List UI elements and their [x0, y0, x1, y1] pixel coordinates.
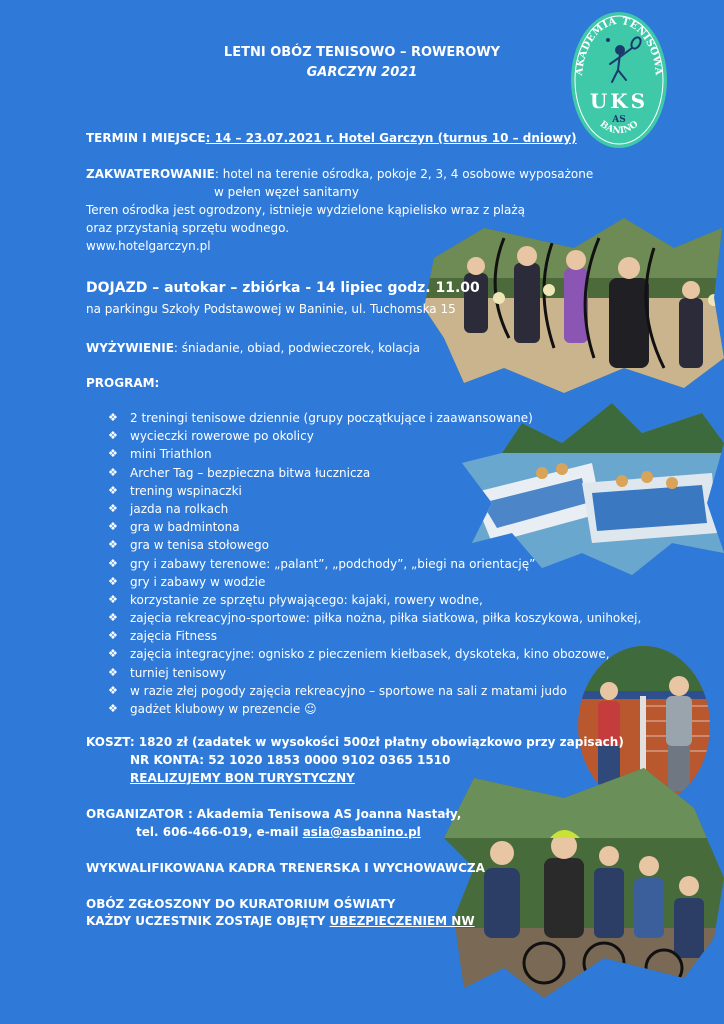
bike-kids-photo	[444, 758, 724, 998]
zakwaterowanie-text1: : hotel na terenie ośrodka, pokoje 2, 3, 4 osobowe wyposażone	[214, 167, 594, 181]
program-item: ❖ zajęcia rekreacyjno-sportowe: piłka nożna, piłka siatkowa, piłka koszykowa, unihokej,	[108, 611, 642, 626]
diamond-bullet-icon: ❖	[108, 465, 118, 479]
organizator-line: ORGANIZATOR : Akademia Tenisowa AS Joanna Nastały,	[86, 807, 462, 821]
logo-bottom-text: BANINO	[597, 119, 641, 137]
wyzywienie-label: WYŻYWIENIE	[86, 341, 174, 355]
program-item: ❖ Archer Tag – bezpieczna bitwa łucznicza	[108, 465, 371, 480]
diamond-bullet-icon: ❖	[108, 411, 118, 424]
program-item: ❖ gadżet klubowy w prezencie ☺	[108, 702, 317, 716]
kuratorium-line: OBÓZ ZGŁOSZONY DO KURATORIUM OŚWIATY	[86, 897, 396, 911]
program-item: ❖ trening wspinaczki	[108, 483, 242, 498]
phone-text: tel. 606-466-019, e-mail	[136, 825, 303, 839]
program-item: ❖ jazda na rolkach	[108, 501, 229, 516]
program-item: ❖ gra w tenisa stołowego	[108, 538, 270, 553]
diamond-bullet-icon: ❖	[108, 538, 118, 552]
program-list	[108, 409, 641, 718]
flyer-subtitle: GARCZYN 2021	[306, 65, 418, 80]
diamond-bullet-icon: ❖	[108, 556, 118, 570]
zakwaterowanie-label: ZAKWATEROWANIE	[86, 167, 215, 181]
insurance-link[interactable]: UBEZPIECZENIEM NW	[329, 914, 475, 928]
termin-line	[86, 130, 577, 148]
program-heading: PROGRAM:	[86, 376, 160, 390]
diamond-bullet-icon: ❖	[108, 611, 118, 625]
uks-as-banino-logo	[570, 10, 668, 150]
diamond-bullet-icon: ❖	[108, 447, 118, 461]
wyzywienie-line	[86, 340, 420, 358]
termin-value: : 14 – 23.07.2021 r. Hotel Garczyn (turnus 10 – dniowy)	[205, 131, 577, 145]
dojazd-line2: na parkingu Szkoły Podstawowej w Baninie, ul. Tuchomska 15	[86, 302, 456, 316]
insurance-prefix: KAŻDY UCZESTNIK ZOSTAJE OBJĘTY	[86, 914, 330, 928]
zakwaterowanie-line4: oraz przystanią sprzętu wodnego.	[86, 221, 290, 235]
bon-turystyczny-note: REALIZUJEMY BON TURYSTYCZNY	[130, 771, 355, 785]
termin-label: TERMIN I MIEJSCE	[86, 131, 206, 145]
koszt-line: KOSZT: 1820 zł (zadatek w wysokości 500zł płatny obowiązkowo przy zapisach)	[86, 735, 624, 749]
zakwaterowanie-line3: Teren ośrodka jest ogrodzony, istnieje wydzielone kąpielisko wraz z plażą	[86, 203, 526, 217]
email-link[interactable]: asia@asbanino.pl	[302, 825, 421, 839]
program-item: ❖ korzystanie ze sprzętu pływającego: kajaki, rowery wodne,	[108, 592, 483, 607]
diamond-bullet-icon: ❖	[108, 592, 118, 606]
program-item: ❖ zajęcia integracyjne: ognisko z pieczeniem kiełbasek, dyskoteka, kino obozowe,	[108, 647, 610, 662]
diamond-bullet-icon: ❖	[108, 647, 118, 661]
organizator-contact	[136, 824, 421, 842]
flyer-title: LETNI OBÓZ TENISOWO – ROWEROWY	[223, 45, 501, 60]
diamond-bullet-icon: ❖	[108, 702, 118, 715]
program-item: ❖ turniej tenisowy	[108, 665, 227, 680]
program-item: ❖ gry i zabawy w wodzie	[108, 574, 266, 589]
insurance-line	[86, 913, 475, 931]
diamond-bullet-icon: ❖	[108, 520, 118, 534]
diamond-bullet-icon: ❖	[108, 501, 118, 515]
program-item: ❖ zajęcia Fitness	[108, 629, 218, 644]
diamond-bullet-icon: ❖	[108, 683, 118, 697]
program-item: ❖ gra w badmintona	[108, 520, 240, 535]
hotel-website-link[interactable]: www.hotelgarczyn.pl	[86, 239, 211, 253]
logo-as-text: AS	[612, 115, 626, 125]
wyzywienie-value: : śniadanie, obiad, podwieczorek, kolacja	[173, 341, 420, 355]
zakwaterowanie-line2: w pełen węzeł sanitarny	[214, 185, 359, 199]
diamond-bullet-icon: ❖	[108, 629, 118, 643]
account-number: NR KONTA: 52 1020 1853 0000 9102 0365 1510	[130, 753, 451, 767]
logo-main-text: UKS	[589, 89, 649, 113]
zakwaterowanie-line1	[86, 166, 593, 184]
diamond-bullet-icon: ❖	[108, 483, 118, 497]
program-item: ❖ wycieczki rowerowe po okolicy	[108, 429, 314, 444]
program-item: ❖ w razie złej pogody zajęcia rekreacyjno – sportowe na sali z matami judo	[108, 683, 567, 698]
logo-arc-text: AKADEMIA TENISOWA	[574, 15, 664, 77]
diamond-bullet-icon: ❖	[108, 665, 118, 679]
program-item: ❖ gry i zabawy terenowe: „palant”, „podchody”, „biegi na orientację”	[108, 556, 536, 571]
dojazd-line1: DOJAZD – autokar – zbiórka - 14 lipiec godz. 11.00	[86, 280, 480, 296]
program-item: ❖ 2 treningi tenisowe dziennie (grupy początkujące i zaawansowane)	[108, 411, 533, 425]
kadra-line: WYKWALIFIKOWANA KADRA TRENERSKA I WYCHOWAWCZA	[86, 861, 485, 875]
program-item: ❖ mini Triathlon	[108, 447, 212, 462]
diamond-bullet-icon: ❖	[108, 429, 118, 443]
diamond-bullet-icon: ❖	[108, 574, 118, 588]
archery-photo	[424, 218, 724, 393]
